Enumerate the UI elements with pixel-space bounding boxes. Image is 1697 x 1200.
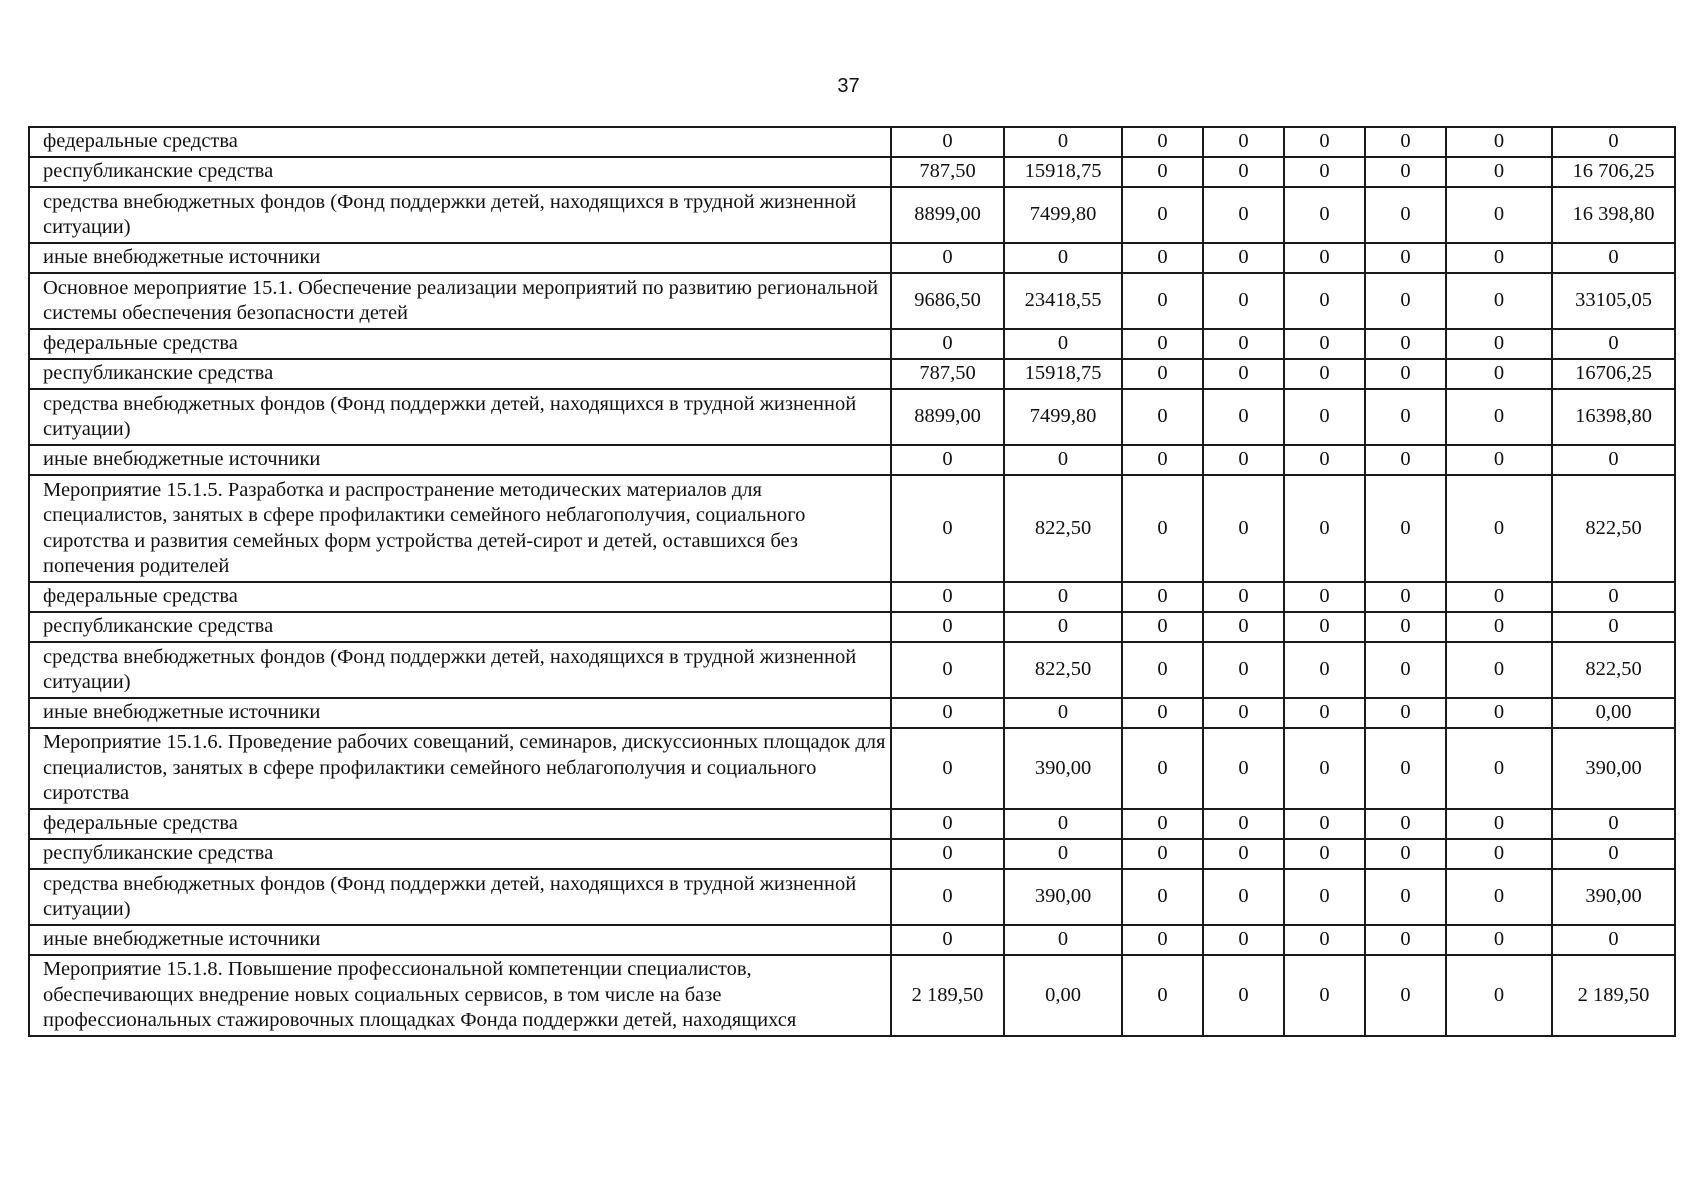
table-row <box>29 809 1675 839</box>
value-cell: 0 <box>1365 612 1446 642</box>
value-cell: 0 <box>1284 869 1365 925</box>
table-row <box>29 157 1675 187</box>
page-number: 37 <box>837 75 860 97</box>
value-cell: 0 <box>1446 273 1552 329</box>
value-cell: 0 <box>1446 582 1552 612</box>
table-row <box>29 475 1675 582</box>
value-cell: 0 <box>1004 612 1122 642</box>
total-cell: 16 706,25 <box>1552 157 1675 187</box>
value-cell: 0 <box>1122 157 1203 187</box>
value-cell: 0 <box>1365 642 1446 698</box>
total-cell: 0 <box>1552 582 1675 612</box>
table-row <box>29 243 1675 273</box>
total-cell: 0 <box>1552 243 1675 273</box>
row-label: иные внебюджетные источники <box>29 698 891 728</box>
value-cell: 0 <box>1004 809 1122 839</box>
table-row <box>29 389 1675 445</box>
value-cell: 0 <box>1203 612 1284 642</box>
value-cell: 0 <box>1203 475 1284 582</box>
value-cell: 0 <box>1365 445 1446 475</box>
value-cell: 0 <box>1446 187 1552 243</box>
value-cell: 0 <box>1004 582 1122 612</box>
total-cell: 0 <box>1552 445 1675 475</box>
total-cell: 16706,25 <box>1552 359 1675 389</box>
total-cell: 822,50 <box>1552 475 1675 582</box>
value-cell: 0 <box>1122 612 1203 642</box>
value-cell: 0 <box>1203 839 1284 869</box>
value-cell: 0 <box>891 698 1004 728</box>
row-label: федеральные средства <box>29 582 891 612</box>
value-cell: 0 <box>1004 243 1122 273</box>
total-cell: 0 <box>1552 329 1675 359</box>
value-cell: 0 <box>1284 475 1365 582</box>
value-cell: 390,00 <box>1004 728 1122 809</box>
table-row <box>29 869 1675 925</box>
value-cell: 0 <box>1122 329 1203 359</box>
value-cell: 0 <box>891 728 1004 809</box>
value-cell: 0 <box>1203 127 1284 157</box>
row-label: средства внебюджетных фондов (Фонд поддержки детей, находящихся в трудной жизненной ситуации) <box>29 869 891 925</box>
value-cell: 0 <box>1365 475 1446 582</box>
value-cell: 8899,00 <box>891 187 1004 243</box>
budget-table <box>28 126 1676 1037</box>
value-cell: 0 <box>1284 243 1365 273</box>
value-cell: 2 189,50 <box>891 955 1004 1036</box>
value-cell: 0 <box>1004 445 1122 475</box>
value-cell: 0 <box>1365 329 1446 359</box>
value-cell: 7499,80 <box>1004 187 1122 243</box>
value-cell: 0 <box>1284 582 1365 612</box>
total-cell: 390,00 <box>1552 869 1675 925</box>
value-cell: 0 <box>1284 809 1365 839</box>
value-cell: 0 <box>1365 127 1446 157</box>
row-label: федеральные средства <box>29 809 891 839</box>
value-cell: 0 <box>891 329 1004 359</box>
value-cell: 0 <box>891 127 1004 157</box>
value-cell: 0 <box>1365 273 1446 329</box>
total-cell: 33105,05 <box>1552 273 1675 329</box>
value-cell: 0 <box>1203 445 1284 475</box>
value-cell: 0 <box>1122 809 1203 839</box>
value-cell: 0 <box>1284 157 1365 187</box>
value-cell: 0 <box>1365 359 1446 389</box>
row-label: республиканские средства <box>29 839 891 869</box>
value-cell: 0 <box>1122 925 1203 955</box>
value-cell: 0 <box>1203 869 1284 925</box>
value-cell: 0 <box>891 809 1004 839</box>
row-label: Основное мероприятие 15.1. Обеспечение реализации мероприятий по развитию региональной системы обеспечения безопасности детей <box>29 273 891 329</box>
table-row <box>29 925 1675 955</box>
row-label: средства внебюджетных фондов (Фонд поддержки детей, находящихся в трудной жизненной ситуации) <box>29 187 891 243</box>
value-cell: 822,50 <box>1004 475 1122 582</box>
table-row <box>29 273 1675 329</box>
value-cell: 0 <box>1122 389 1203 445</box>
value-cell: 0 <box>1122 642 1203 698</box>
value-cell: 0 <box>891 869 1004 925</box>
value-cell: 0 <box>1203 273 1284 329</box>
value-cell: 0,00 <box>1004 955 1122 1036</box>
value-cell: 0 <box>1203 925 1284 955</box>
value-cell: 0 <box>1284 955 1365 1036</box>
table-row <box>29 728 1675 809</box>
value-cell: 0 <box>1446 642 1552 698</box>
value-cell: 390,00 <box>1004 869 1122 925</box>
table-row <box>29 698 1675 728</box>
value-cell: 0 <box>1365 925 1446 955</box>
value-cell: 0 <box>1004 839 1122 869</box>
value-cell: 0 <box>1365 869 1446 925</box>
value-cell: 0 <box>1365 698 1446 728</box>
value-cell: 7499,80 <box>1004 389 1122 445</box>
row-label: средства внебюджетных фондов (Фонд поддержки детей, находящихся в трудной жизненной ситуации) <box>29 642 891 698</box>
value-cell: 0 <box>1284 642 1365 698</box>
value-cell: 0 <box>1203 329 1284 359</box>
value-cell: 0 <box>891 839 1004 869</box>
value-cell: 0 <box>1284 389 1365 445</box>
value-cell: 0 <box>1365 157 1446 187</box>
value-cell: 0 <box>1446 869 1552 925</box>
value-cell: 0 <box>1203 728 1284 809</box>
value-cell: 0 <box>1284 329 1365 359</box>
value-cell: 0 <box>1122 869 1203 925</box>
value-cell: 0 <box>1122 728 1203 809</box>
row-label: иные внебюджетные источники <box>29 445 891 475</box>
table-row <box>29 127 1675 157</box>
value-cell: 822,50 <box>1004 642 1122 698</box>
value-cell: 0 <box>891 445 1004 475</box>
value-cell: 0 <box>1203 157 1284 187</box>
table-row <box>29 187 1675 243</box>
table-row <box>29 445 1675 475</box>
table-row <box>29 329 1675 359</box>
value-cell: 0 <box>891 925 1004 955</box>
value-cell: 0 <box>1365 839 1446 869</box>
value-cell: 0 <box>1203 698 1284 728</box>
value-cell: 0 <box>1122 273 1203 329</box>
table-row <box>29 642 1675 698</box>
table-row <box>29 359 1675 389</box>
value-cell: 787,50 <box>891 359 1004 389</box>
value-cell: 0 <box>1446 839 1552 869</box>
row-label: федеральные средства <box>29 329 891 359</box>
value-cell: 0 <box>1203 955 1284 1036</box>
value-cell: 0 <box>1004 925 1122 955</box>
total-cell: 390,00 <box>1552 728 1675 809</box>
value-cell: 0 <box>1446 329 1552 359</box>
value-cell: 0 <box>1365 955 1446 1036</box>
value-cell: 0 <box>1203 187 1284 243</box>
value-cell: 0 <box>1122 243 1203 273</box>
value-cell: 0 <box>1284 273 1365 329</box>
value-cell: 0 <box>1203 582 1284 612</box>
row-label: республиканские средства <box>29 612 891 642</box>
total-cell: 0 <box>1552 839 1675 869</box>
value-cell: 0 <box>1284 187 1365 243</box>
value-cell: 15918,75 <box>1004 359 1122 389</box>
value-cell: 0 <box>1122 475 1203 582</box>
row-label: средства внебюджетных фондов (Фонд поддержки детей, находящихся в трудной жизненной ситуации) <box>29 389 891 445</box>
table-row <box>29 839 1675 869</box>
value-cell: 0 <box>1365 728 1446 809</box>
value-cell: 0 <box>1284 612 1365 642</box>
value-cell: 9686,50 <box>891 273 1004 329</box>
value-cell: 0 <box>1284 127 1365 157</box>
value-cell: 0 <box>1284 359 1365 389</box>
row-label: Мероприятие 15.1.8. Повышение профессиональной компетенции специалистов, обеспечивающих внедрение новых социальных сервисов, в том числе на базе профессиональных стажировочных площадках Фонда поддержки детей, находящихся <box>29 955 891 1036</box>
value-cell: 0 <box>1446 157 1552 187</box>
row-label: федеральные средства <box>29 127 891 157</box>
value-cell: 23418,55 <box>1004 273 1122 329</box>
value-cell: 0 <box>1446 243 1552 273</box>
value-cell: 0 <box>1203 389 1284 445</box>
total-cell: 0,00 <box>1552 698 1675 728</box>
value-cell: 0 <box>1122 582 1203 612</box>
value-cell: 8899,00 <box>891 389 1004 445</box>
value-cell: 0 <box>1446 127 1552 157</box>
row-label: республиканские средства <box>29 359 891 389</box>
value-cell: 0 <box>1446 728 1552 809</box>
value-cell: 0 <box>1004 329 1122 359</box>
value-cell: 0 <box>1203 642 1284 698</box>
value-cell: 0 <box>1365 809 1446 839</box>
total-cell: 0 <box>1552 612 1675 642</box>
value-cell: 15918,75 <box>1004 157 1122 187</box>
row-label: Мероприятие 15.1.6. Проведение рабочих совещаний, семинаров, дискуссионных площадок для специалистов, занятых в сфере профилактики семейного неблагополучия и социального сиротства <box>29 728 891 809</box>
value-cell: 787,50 <box>891 157 1004 187</box>
row-label: иные внебюджетные источники <box>29 925 891 955</box>
value-cell: 0 <box>1446 698 1552 728</box>
table-row <box>29 955 1675 1036</box>
value-cell: 0 <box>1365 243 1446 273</box>
value-cell: 0 <box>1284 839 1365 869</box>
value-cell: 0 <box>891 243 1004 273</box>
value-cell: 0 <box>1446 612 1552 642</box>
value-cell: 0 <box>1365 187 1446 243</box>
value-cell: 0 <box>1446 359 1552 389</box>
value-cell: 0 <box>1122 955 1203 1036</box>
value-cell: 0 <box>1446 925 1552 955</box>
value-cell: 0 <box>1446 389 1552 445</box>
total-cell: 0 <box>1552 925 1675 955</box>
table-row <box>29 612 1675 642</box>
total-cell: 16 398,80 <box>1552 187 1675 243</box>
value-cell: 0 <box>1284 925 1365 955</box>
value-cell: 0 <box>891 475 1004 582</box>
value-cell: 0 <box>1284 445 1365 475</box>
value-cell: 0 <box>1203 809 1284 839</box>
total-cell: 0 <box>1552 127 1675 157</box>
value-cell: 0 <box>1365 582 1446 612</box>
value-cell: 0 <box>1122 698 1203 728</box>
value-cell: 0 <box>1446 809 1552 839</box>
value-cell: 0 <box>1284 698 1365 728</box>
value-cell: 0 <box>891 582 1004 612</box>
value-cell: 0 <box>1446 955 1552 1036</box>
value-cell: 0 <box>1365 389 1446 445</box>
value-cell: 0 <box>1122 445 1203 475</box>
value-cell: 0 <box>1122 359 1203 389</box>
value-cell: 0 <box>1446 475 1552 582</box>
total-cell: 822,50 <box>1552 642 1675 698</box>
value-cell: 0 <box>1203 359 1284 389</box>
value-cell: 0 <box>1122 187 1203 243</box>
value-cell: 0 <box>1122 839 1203 869</box>
value-cell: 0 <box>1446 445 1552 475</box>
value-cell: 0 <box>1284 728 1365 809</box>
total-cell: 2 189,50 <box>1552 955 1675 1036</box>
value-cell: 0 <box>891 612 1004 642</box>
value-cell: 0 <box>891 642 1004 698</box>
row-label: иные внебюджетные источники <box>29 243 891 273</box>
total-cell: 0 <box>1552 809 1675 839</box>
value-cell: 0 <box>1122 127 1203 157</box>
value-cell: 0 <box>1004 127 1122 157</box>
table-row <box>29 582 1675 612</box>
value-cell: 0 <box>1203 243 1284 273</box>
total-cell: 16398,80 <box>1552 389 1675 445</box>
row-label: Мероприятие 15.1.5. Разработка и распространение методических материалов для специалистов, занятых в сфере профилактики семейного неблагополучия, социального сиротства и развития семейных форм устройства детей-сирот и детей, оставшихся без попечения родителей <box>29 475 891 582</box>
row-label: республиканские средства <box>29 157 891 187</box>
value-cell: 0 <box>1004 698 1122 728</box>
